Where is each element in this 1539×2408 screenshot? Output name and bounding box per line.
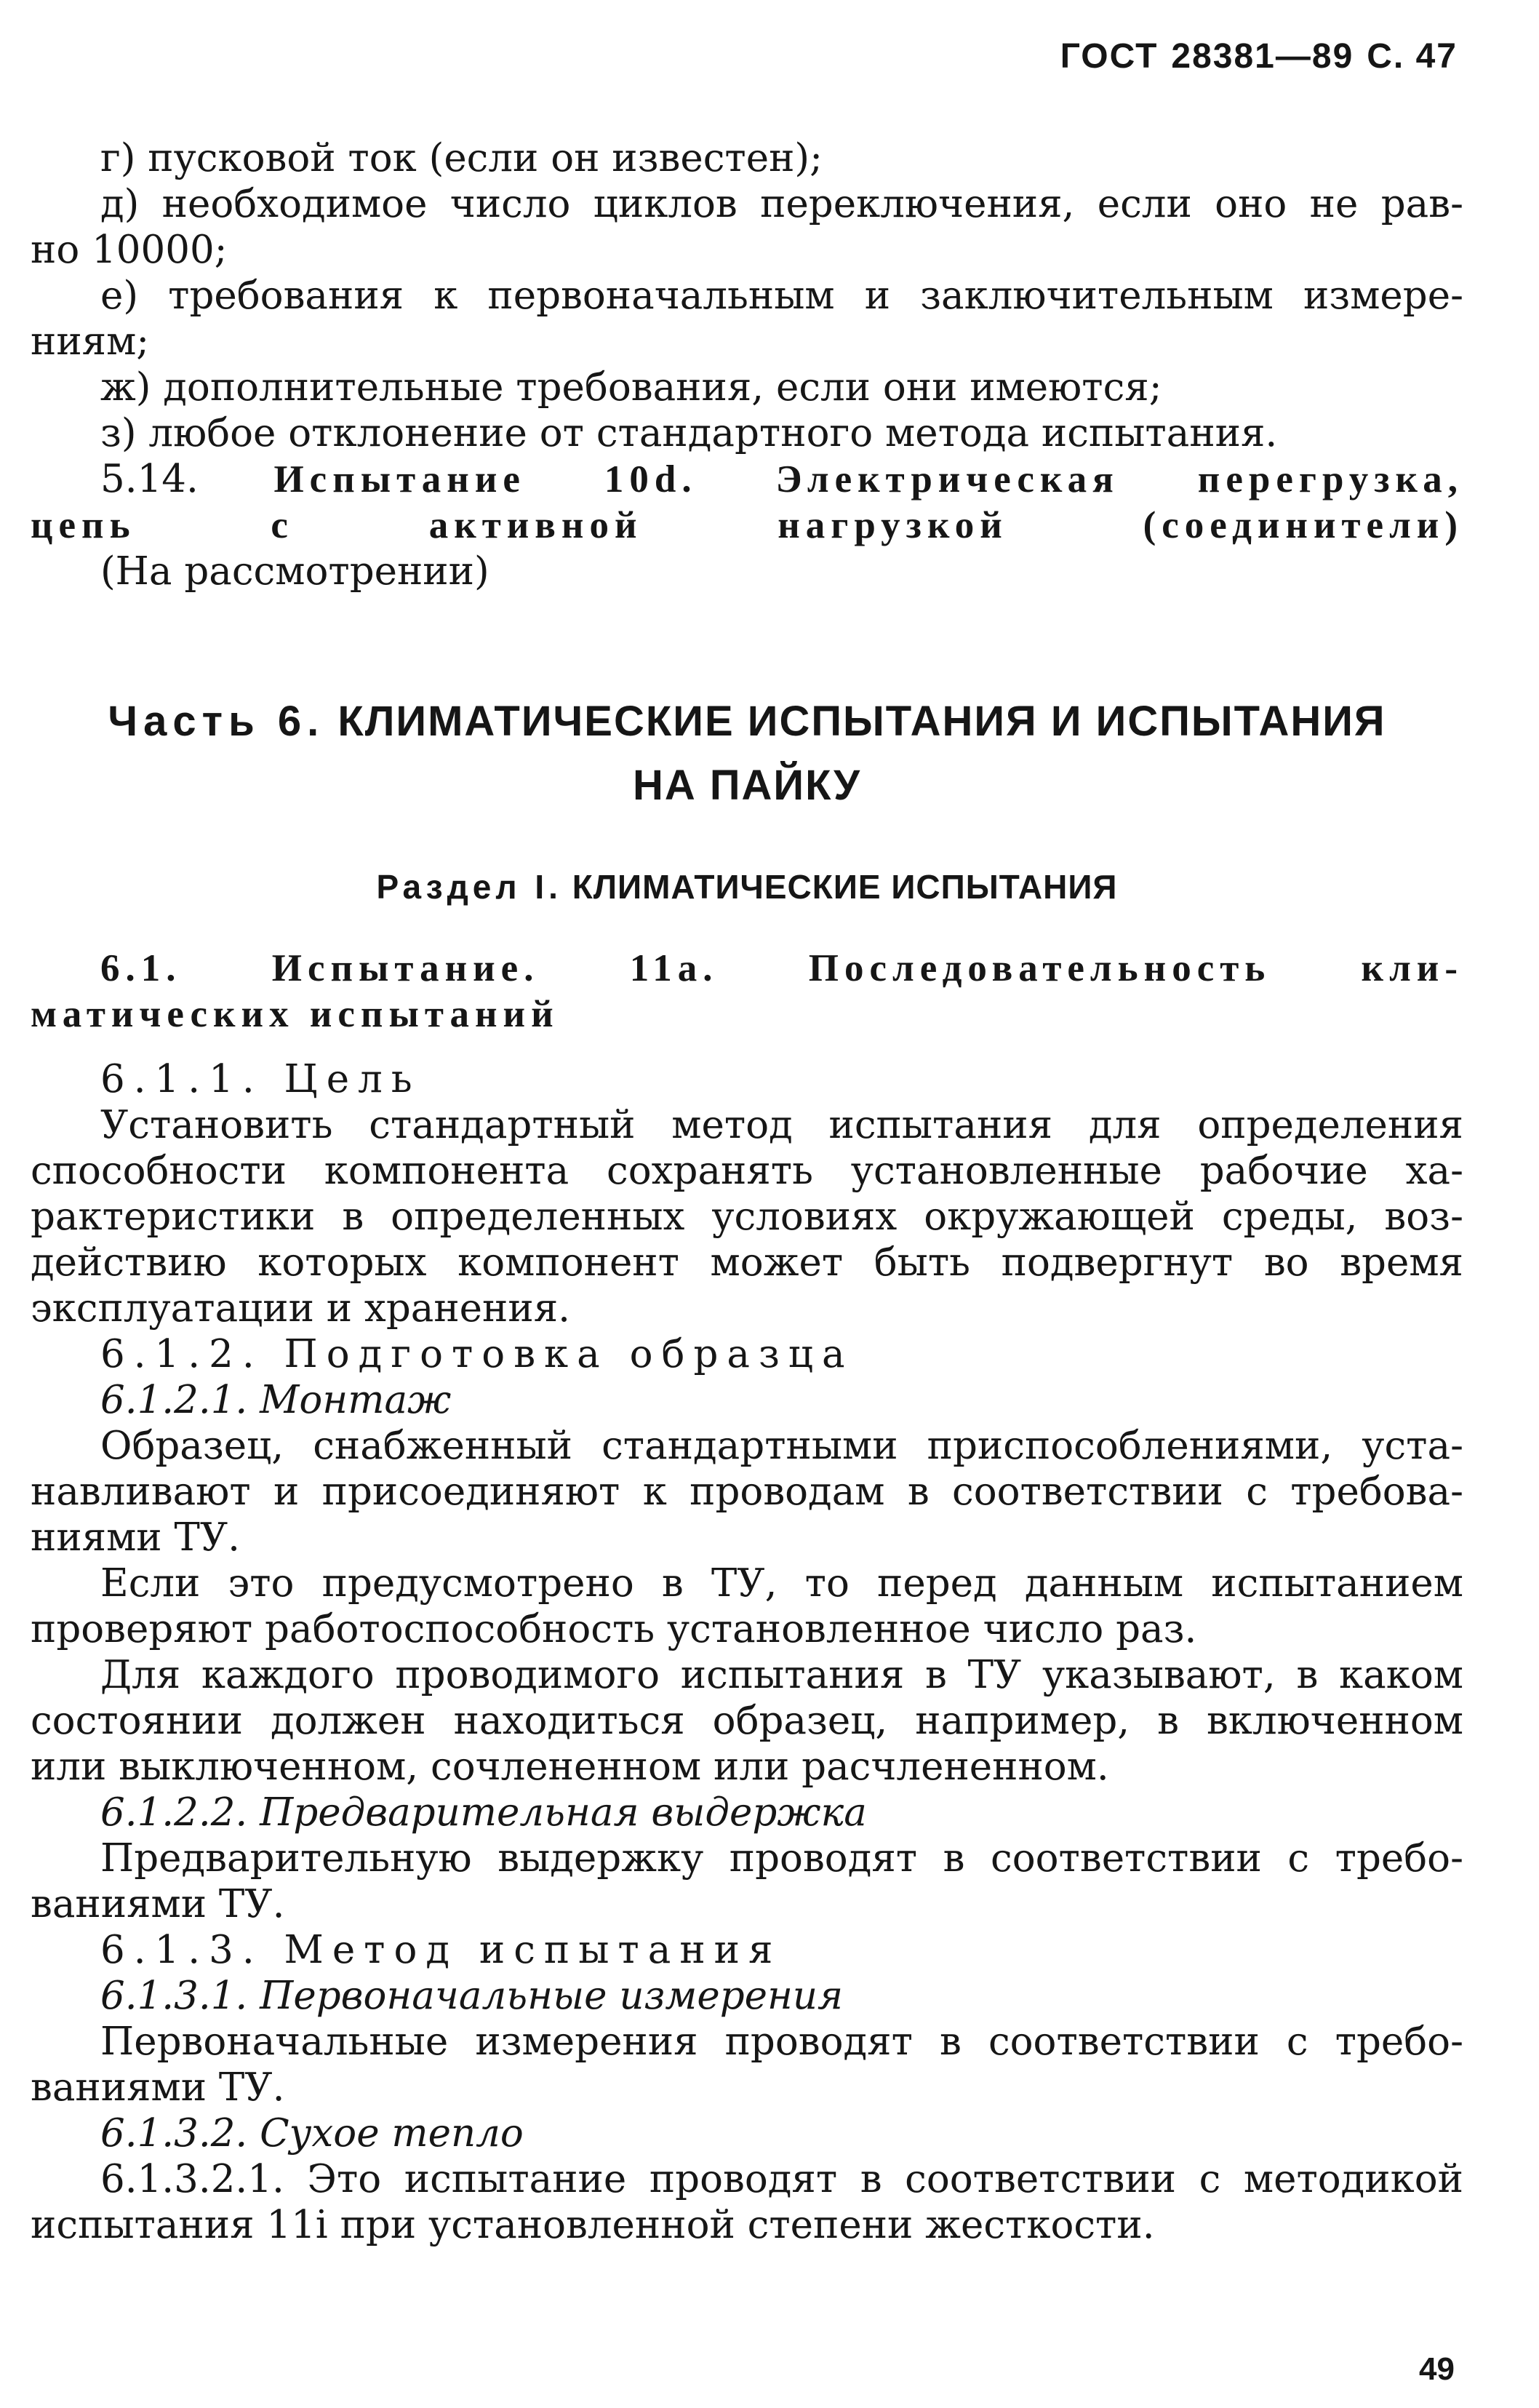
clause-514-line1 [31,456,1463,503]
clause-6121-heading: 6.1.2.1. Монтаж [100,1378,452,1422]
clause-6121-p3-line2: состоянии должен находиться образец, например, в включенном [31,1699,1463,1743]
page-number: 49 [1419,2351,1455,2387]
section-label: Раздел I. [376,868,562,906]
header-number: 28381—89 [1171,37,1354,76]
list-item-d-line2: но 10000; [31,228,228,272]
clause-611-line3: рактеристики в определенных условиях окружающей среды, воз- [31,1195,1463,1239]
clause-611-line1: Установить стандартный метод испытания для определения [100,1103,1463,1147]
clause-6122-heading: 6.1.2.2. Предварительная выдержка [100,1790,867,1835]
part-title-line2: НА ПАЙКУ [632,762,862,809]
clause-611-heading: 6.1.1. Цель [100,1057,421,1101]
list-item-e-line2: ниям; [31,319,150,364]
list-block [31,135,1463,594]
clause-61321-line2: испытания 11i при установленной степени жесткости. [31,2203,1155,2247]
clause-6131-p-line1: Первоначальные измерения проводят в соответствии с требо- [100,2020,1463,2064]
clause-6121-p3-line3: или выключенном, сочлененном или расчлененном. [31,1745,1109,1789]
header-standard: ГОСТ [1060,37,1159,76]
list-item-e-line1: е) требования к первоначальным и заключительным измере- [100,274,1463,318]
clause-6121-p1-line2: навливают и присоединяют к проводам в соответствии с требова- [31,1470,1463,1514]
list-item-z: з) любое отклонение от стандартного метода испытания. [100,411,1278,455]
clause-514-status: (На рассмотрении) [100,549,489,594]
clause-611-line5: эксплуатации и хранения. [31,1286,570,1331]
clause-514-title: Испытание 10d. Электрическая перегрузка, [273,458,1463,501]
clause-61-block [31,946,1463,1037]
clause-6121-p3-line1: Для каждого проводимого испытания в ТУ указывают, в каком [100,1653,1463,1697]
clause-61-line1: 6.1. Испытание. 11а. Последовательность кли- [100,947,1463,989]
clause-6132-heading: 6.1.3.2. Сухое тепло [100,2111,524,2156]
clause-613-heading: 6.1.3. Метод испытания [100,1928,782,1972]
clause-6131-heading: 6.1.3.1. Первоначальные измерения [100,1974,844,2018]
page-header [1047,36,1458,76]
clause-611-line4: действию которых компонент может быть подвергнут во время [31,1240,1463,1285]
clause-6131-p-line2: ваниями ТУ. [31,2065,285,2110]
list-item-d-line1: д) необходимое число циклов переключения, если оно не рав- [100,182,1463,226]
clause-6121-p2-line2: проверяют работоспособность установленное число раз. [31,1607,1197,1651]
clause-61321-line1: 6.1.3.2.1. Это испытание проводят в соответствии с методикой [100,2157,1463,2201]
clause-514-line2: цепь с активной нагрузкой (соединители) [31,504,1463,546]
clause-6121-p2-line1: Если это предусмотрено в ТУ, то перед данным испытанием [100,1561,1463,1606]
clause-6121-p1-line3: ниями ТУ. [31,1515,240,1560]
part-heading [31,690,1463,818]
header-page-ref: С. 47 [1367,37,1458,76]
list-item-zh: ж) дополнительные требования, если они имеются; [100,365,1162,410]
clause-6121-p1-line1: Образец, снабженный стандартными приспособлениями, уста- [100,1424,1463,1468]
clause-6122-p-line2: ваниями ТУ. [31,1882,285,1926]
clause-61-line2: матических испытаний [31,993,559,1035]
clause-612-heading: 6.1.2. Подготовка образца [100,1332,854,1376]
part-title-line1: КЛИМАТИЧЕСКИЕ ИСПЫТАНИЯ И ИСПЫТАНИЯ [337,698,1386,745]
clause-611-line2: способности компонента сохранять установленные рабочие ха- [31,1149,1463,1193]
section-heading [31,867,1463,906]
clause-611-block [31,1056,1463,2248]
section-title: КЛИМАТИЧЕСКИЕ ИСПЫТАНИЯ [572,868,1118,906]
part-label: Часть 6. [108,698,325,745]
clause-514-number: 5.14. [100,457,199,501]
clause-6122-p-line1: Предварительную выдержку проводят в соответствии с требо- [100,1836,1463,1881]
list-item-g: г) пусковой ток (если он известен); [100,136,823,180]
